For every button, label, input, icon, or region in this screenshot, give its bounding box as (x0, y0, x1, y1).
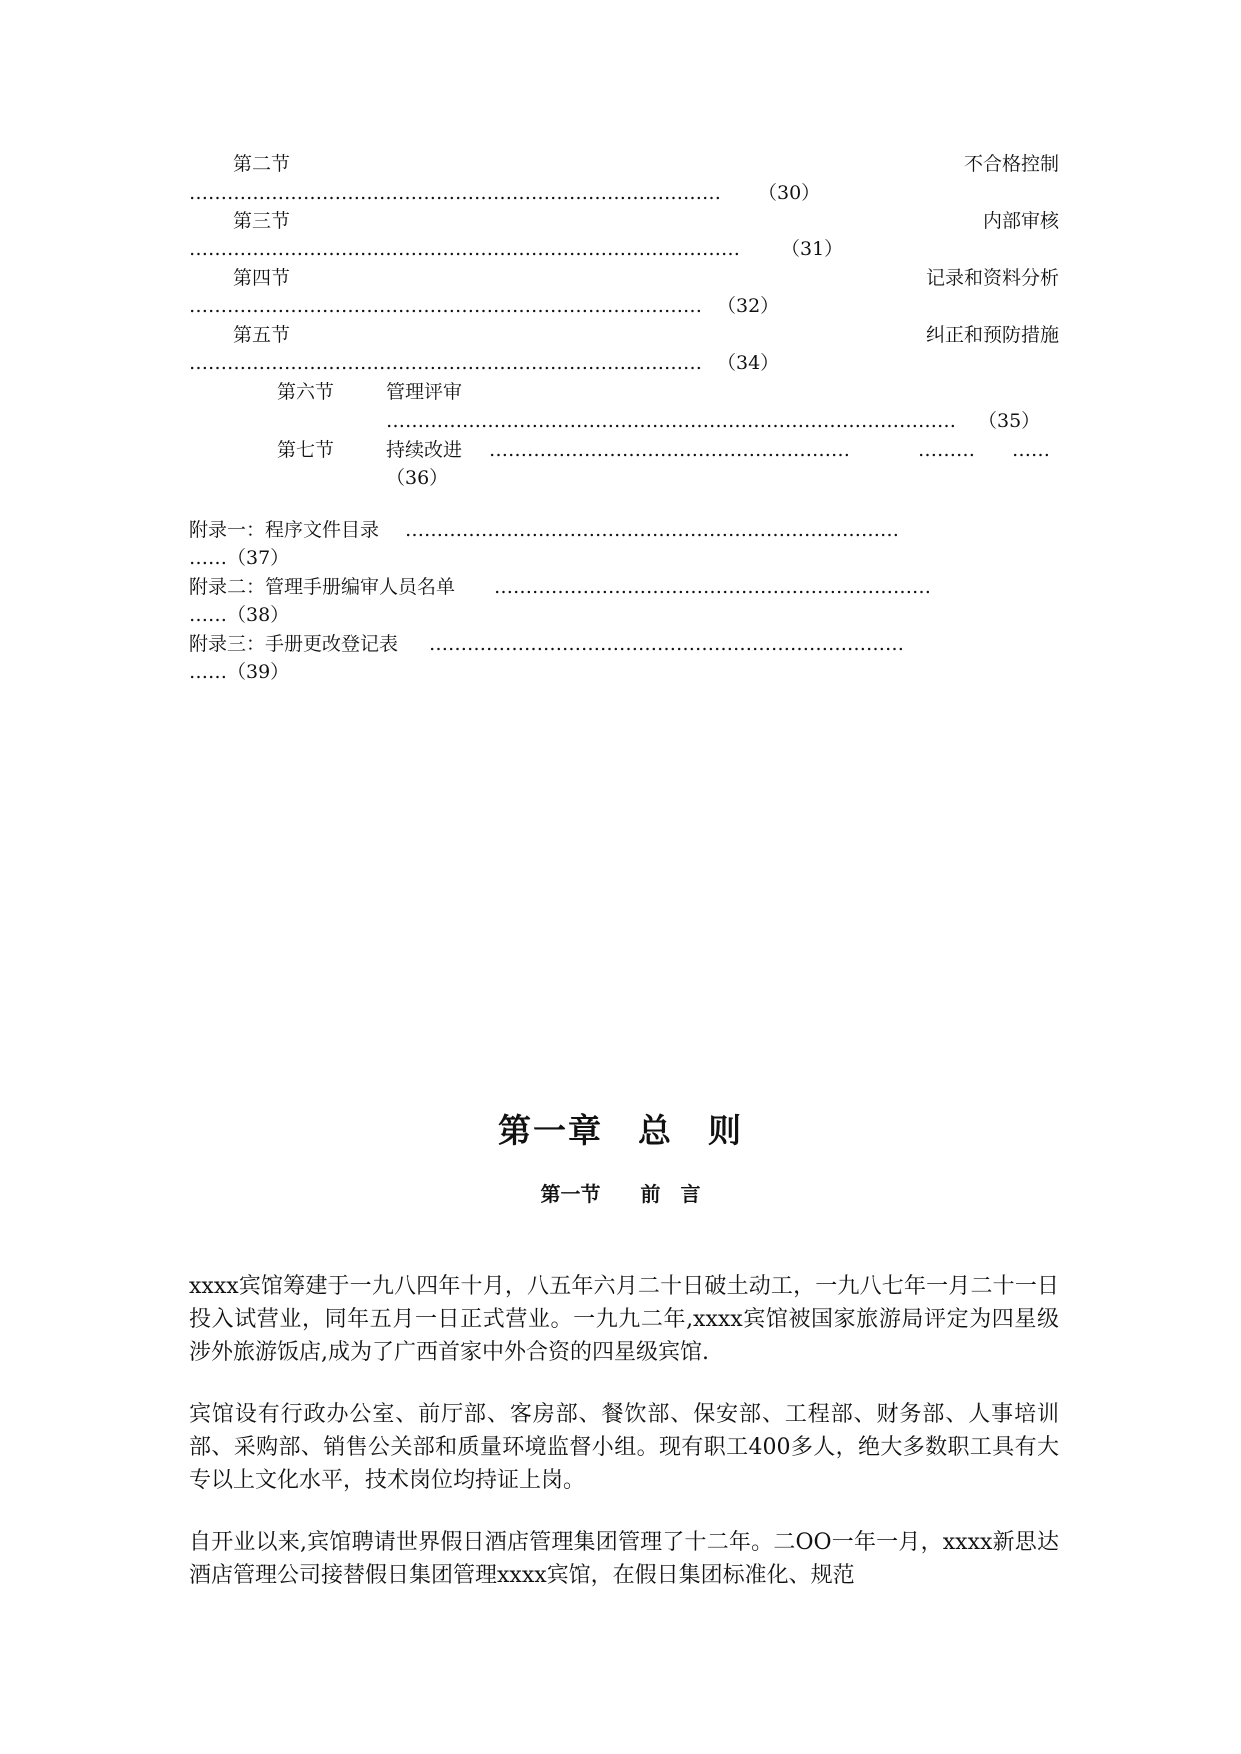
toc-page-number: （34） (717, 352, 780, 374)
toc-page-number: ……（37） (189, 547, 290, 569)
toc-section-title: 不合格控制 (963, 153, 1059, 175)
toc-leader-dots: ………………………………………………………………… (429, 633, 904, 655)
toc-section-title: 记录和资料分析 (925, 267, 1059, 289)
toc-page-number: （30） (758, 182, 821, 204)
toc-page-number: ……（38） (189, 604, 290, 626)
toc-leader-dots: …… (1012, 439, 1050, 461)
toc-section-title: 纠正和预防措施 (925, 324, 1059, 346)
toc-section-label: 第七节 (277, 439, 335, 461)
body-paragraph: 自开业以来,宾馆聘请世界假日酒店管理集团管理了十二年。二OO一年一月，xxxx新思达酒店管理公司接替假日集团管理xxxx宾馆，在假日集团标准化、规范 (189, 1530, 1059, 1588)
toc-section-title: 管理评审 (386, 381, 463, 403)
toc-leader-dots: ……………………………………………………………………………… (386, 410, 956, 432)
toc-appendix-title: 附录三：手册更改登记表 (189, 633, 399, 655)
toc-page-number: （35） (978, 410, 1041, 432)
body-paragraph: 宾馆设有行政办公室、前厅部、客房部、餐饮部、保安部、工程部、财务部、人事培训部、采购部、销售公关部和质量环境监督小组。现有职工400多人，绝大多数职工具有大专以上文化水平，技术岗位均持证上岗。 (189, 1402, 1059, 1493)
toc-section-label: 第三节 (233, 210, 291, 232)
body-paragraph: xxxx宾馆筹建于一九八四年十月，八五年六月二十日破土动工，一九八七年一月二十一日投入试营业，同年五月一日正式营业。一九九二年,xxxx宾馆被国家旅游局评定为四星级涉外旅游饭店,成为了广西首家中外合资的四星级宾馆. (189, 1274, 1059, 1365)
toc-section-label: 第六节 (277, 381, 335, 403)
toc-section-label: 第五节 (233, 324, 291, 346)
toc-leader-dots: ………………………………………………… (489, 439, 850, 461)
toc-page-number: （31） (781, 238, 844, 260)
toc-page-number: （36） (386, 467, 449, 489)
toc-section-label: 第四节 (233, 267, 291, 289)
toc-section-title: 持续改进 (386, 439, 463, 461)
toc-leader-dots: ……………………………………………………………………… (189, 352, 702, 374)
chapter-title: 第一章 总 则 (498, 1111, 743, 1150)
toc-leader-dots: …………………………………………………………… (494, 576, 931, 598)
toc-leader-dots: …………………………………………………………………………… (189, 238, 740, 260)
toc-section-label: 第二节 (233, 153, 291, 175)
toc-leader-dots: ………………………………………………………………………… (189, 182, 721, 204)
section-title: 第一节 前 言 (540, 1182, 701, 1206)
toc-appendix-title: 附录二：管理手册编审人员名单 (189, 576, 456, 598)
toc-appendix-title: 附录一：程序文件目录 (189, 519, 380, 541)
toc-section-title: 内部审核 (982, 210, 1059, 232)
toc-leader-dots: ……………………………………………………………………… (189, 295, 702, 317)
toc-leader-dots: …………………………………………………………………… (405, 519, 899, 541)
toc-page-number: ……（39） (189, 661, 290, 683)
toc-page-number: （32） (717, 295, 780, 317)
toc-leader-dots: ……… (918, 439, 975, 461)
